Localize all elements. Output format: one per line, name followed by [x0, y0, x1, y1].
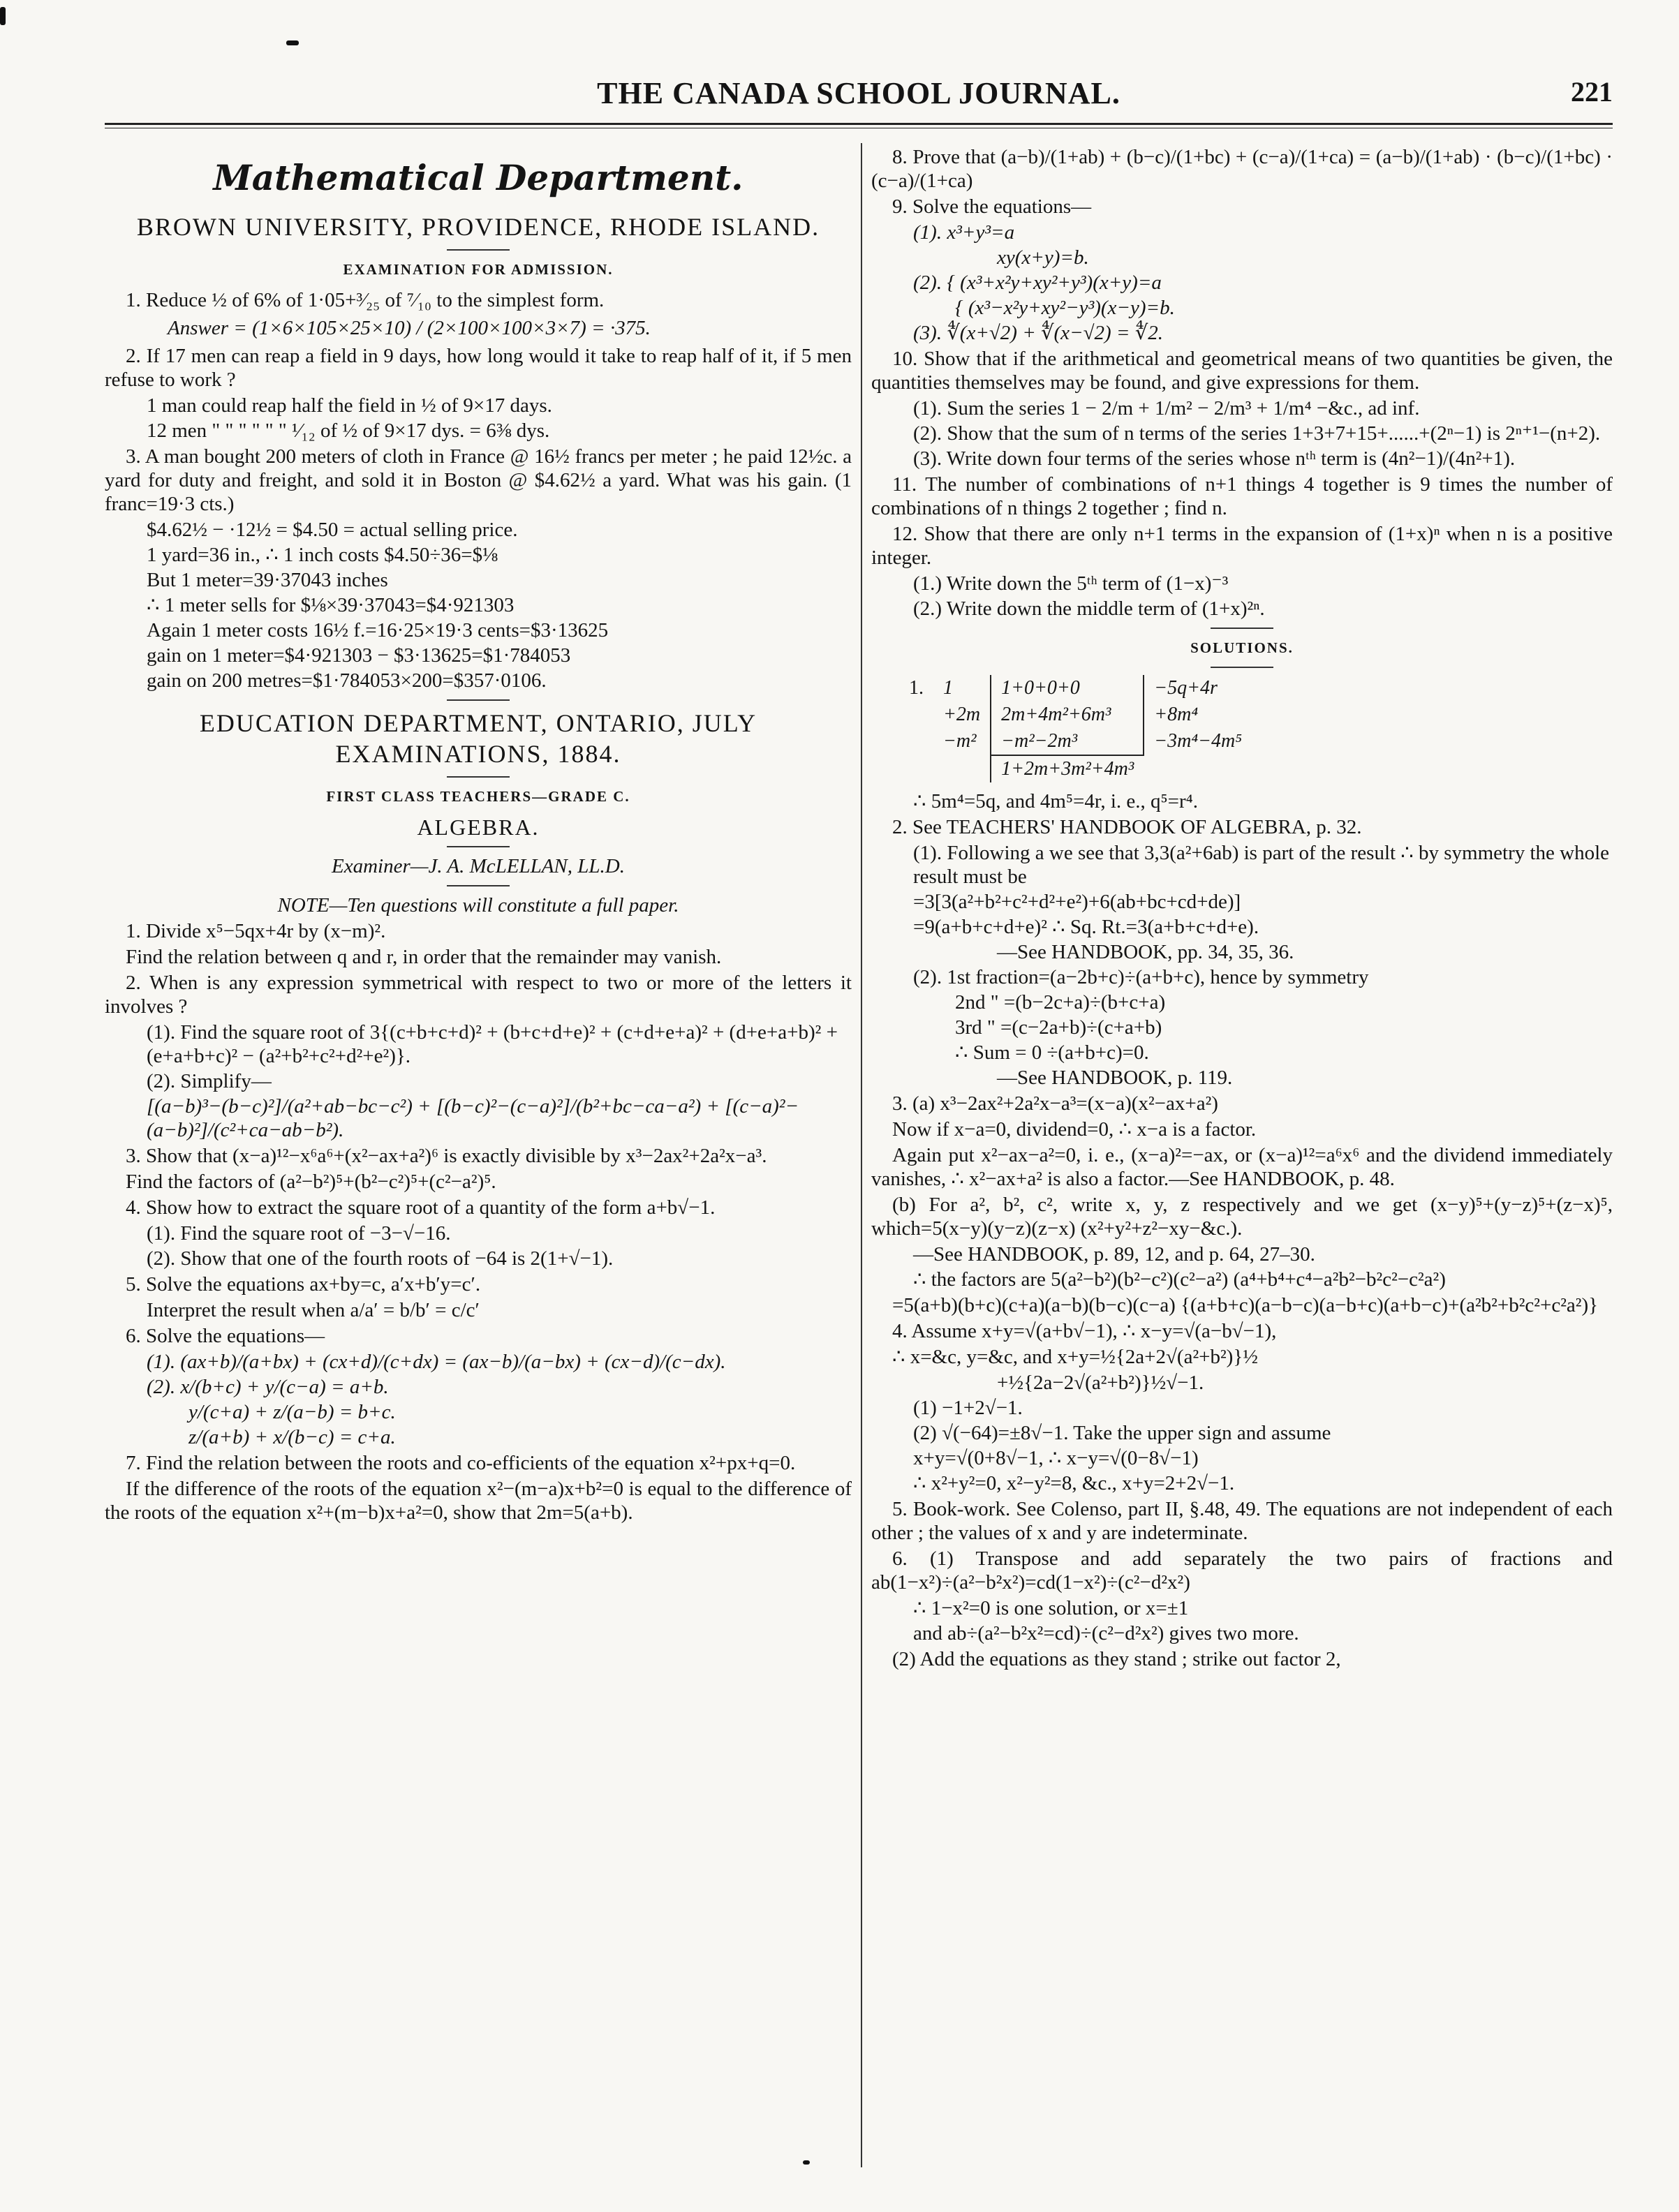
short-rule [447, 846, 510, 847]
sol4-c: +½{2a−2√(a²+b²)}½√−1. [997, 1372, 1204, 1394]
running-title: THE CANADA SCHOOL JOURNAL. [597, 76, 1120, 110]
sol5: 5. Book-work. See Colenso, part II, §.48, 49. The equations are not independent of each other ; the values of x and y are indeterminate. [871, 1498, 1613, 1544]
ink-speck [803, 2160, 810, 2165]
sol6-d: (2) Add the equations as they stand ; strike out factor 2, [892, 1648, 1341, 1670]
section-rule [1211, 628, 1273, 629]
ontario-grade: FIRST CLASS TEACHERS—GRADE C. [326, 788, 630, 805]
sol3: 3. (a) x³−2ax²+2a²x−a³=(x−a)(x²−ax+a²) [892, 1092, 1218, 1115]
q9-2a: (2). { (x³+x²y+xy²+y³)(x+y)=a [913, 272, 1162, 294]
brown-q3-line: $4.62½ − ·12½ = $4.50 = actual selling price. [147, 519, 518, 541]
ont-q6: 6. Solve the equations— [126, 1325, 325, 1347]
ink-speck [0, 7, 6, 25]
ont-q4: 4. Show how to extract the square root of a quantity of the form a+b√−1. [126, 1196, 716, 1219]
div-col1-cell: −m² [943, 730, 977, 752]
ont-q1-b: Find the relation between q and r, in order that the remainder may vanish. [126, 946, 722, 968]
sol2-2d: ∴ Sum = 0 ÷(a+b+c)=0. [955, 1041, 1149, 1064]
sol4-b: ∴ x=&c, y=&c, and x+y=½{2a+2√(a²+b²)}½ [892, 1346, 1259, 1368]
ont-q3: 3. Show that (x−a)¹²−x⁶a⁶+(x²−ax+a²)⁶ is exactly divisible by x³−2ax²+2a²x−a³. [126, 1145, 767, 1167]
brown-q2-line: 1 man could reap half the field in ½ of 9×17 days. [147, 394, 552, 417]
sol2-1d: —See HANDBOOK, pp. 34, 35, 36. [997, 941, 1294, 963]
section-rule [447, 699, 510, 701]
sol3-c: Again put x²−ax−a²=0, i. e., (x−a)²=−ax, or (x−a)¹²=a⁶x⁶ and the dividend immediately vanishes, ∴ x²−ax+a² is also a factor.—See HANDBOOK, p. 48. [871, 1144, 1613, 1190]
sol2-2e: —See HANDBOOK, p. 119. [997, 1067, 1233, 1089]
div-col2-cell: 1+2m+3m²+4m³ [991, 755, 1144, 782]
div-col3-cell: −5q+4r [1144, 675, 1252, 702]
sol3-f: ∴ the factors are 5(a²−b²)(b²−c²)(c²−a²) (a⁴+b⁴+c⁴−a²b²−b²c²−c²a²) [913, 1268, 1446, 1291]
sol6-b: ∴ 1−x²=0 is one solution, or x=±1 [913, 1597, 1189, 1619]
sol1-result: ∴ 5m⁴=5q, and 4m⁵=4r, i. e., q⁵=r⁴. [913, 790, 1199, 812]
right-column [871, 143, 1613, 2188]
q12-1: (1.) Write down the 5ᵗʰ term of (1−x)⁻³ [913, 572, 1229, 595]
ontario-title: EDUCATION DEPARTMENT, ONTARIO, JULY EXAMINATIONS, 1884. [199, 709, 757, 768]
ink-speck [286, 40, 299, 45]
sol4-g: ∴ x²+y²=0, x²−y²=8, &c., x+y=2+2√−1. [913, 1472, 1235, 1494]
sol6-c: and ab÷(a²−b²x²=cd)÷(c²−d²x²) gives two more. [913, 1622, 1299, 1645]
sol3-g: =5(a+b)(b+c)(c+a)(a−b)(b−c)(c−a) {(a+b+c)(a−b−c)(a−b+c)(a+b−c)+(a²b²+b²c²+c²a²)} [892, 1294, 1599, 1316]
ont-q5: 5. Solve the equations ax+by=c, a′x+b′y=c′. [126, 1273, 481, 1296]
ont-q4-2: (2). Show that one of the fourth roots of −64 is 2(1+√−1). [147, 1247, 614, 1270]
short-rule [447, 776, 510, 778]
brown-q3-line: Again 1 meter costs 16½ f.=16·25×19·3 cents=$3·13625 [147, 619, 609, 641]
solutions-title: SOLUTIONS. [1190, 639, 1294, 656]
q12: 12. Show that there are only n+1 terms in the expansion of (1+x)ⁿ when n is a positive integer. [871, 523, 1613, 569]
ont-q4-1: (1). Find the square root of −3−√−16. [147, 1222, 451, 1245]
sol2-2c: 3rd " =(c−2a+b)÷(c+a+b) [955, 1016, 1162, 1039]
sol2-1c: =9(a+b+c+d+e)² ∴ Sq. Rt.=3(a+b+c+d+e). [913, 916, 1259, 938]
short-rule [447, 249, 510, 251]
brown-q3-line: ∴ 1 meter sells for $⅛×39·37043=$4·921303 [147, 594, 515, 616]
div-col2-cell: −m²−2m³ [991, 728, 1144, 755]
q9-1b: xy(x+y)=b. [997, 246, 1089, 269]
department-heading: Mathematical Department. [213, 157, 744, 198]
brown-subtitle: EXAMINATION FOR ADMISSION. [343, 261, 614, 278]
ont-q6-2b: y/(c+a) + z/(a−b) = b+c. [188, 1401, 396, 1423]
page-number: 221 [1571, 76, 1613, 107]
sol3-b: Now if x−a=0, dividend=0, ∴ x−a is a factor. [892, 1118, 1257, 1141]
div-col3-cell: +8m⁴ [1144, 702, 1252, 728]
ont-q2-2: (2). Simplify— [147, 1070, 272, 1092]
examiner: Examiner—J. A. McLELLAN, LL.D. [332, 855, 625, 877]
sol4-e: (2) √(−64)=±8√−1. Take the upper sign and assume [913, 1422, 1331, 1444]
sol6: 6. (1) Transpose and add separately the two pairs of fractions and ab(1−x²)÷(a²−b²x²)=cd(1−x²)÷(c²−d²x²) [871, 1547, 1613, 1594]
brown-title: BROWN UNIVERSITY, PROVIDENCE, RHODE ISLAND. [136, 213, 820, 241]
header-rule [105, 123, 1613, 128]
div-col3-cell: −3m⁴−4m⁵ [1144, 728, 1252, 755]
brown-q2: 2. If 17 men can reap a field in 9 days, how long would it take to reap half of it, if 5 men refuse to work ? [105, 345, 852, 391]
solution-label: 1. [909, 677, 924, 699]
ont-q5-b: Interpret the result when a/a′ = b/b′ = c/c′ [147, 1299, 480, 1321]
div-col1-cell: +2m [943, 704, 981, 725]
sol3-d: (b) For a², b², c², write x, y, z respectively and we get (x−y)⁵+(y−z)⁵+(z−x)⁵, which=5(x−y)(y−z)(z−x) (x²+y²+z²−xy−&c.). [871, 1194, 1613, 1240]
sol2-2a: (2). 1st fraction=(a−2b+c)÷(a+b+c), hence by symmetry [913, 966, 1369, 988]
short-rule [1211, 667, 1273, 668]
ont-q7-b: If the difference of the roots of the equation x²−(m−a)x+b²=0 is equal to the difference of the roots of the equation x²+(m−b)x+a²=0, show that 2m=5(a+b). [105, 1478, 852, 1524]
q10-1: (1). Sum the series 1 − 2/m + 1/m² − 2/m³ + 1/m⁴ −&c., ad inf. [913, 397, 1420, 420]
ont-q6-2c: z/(a+b) + x/(b−c) = c+a. [188, 1426, 396, 1448]
sol4-f: x+y=√(0+8√−1, ∴ x−y=√(0−8√−1) [913, 1447, 1199, 1469]
brown-q3: 3. A man bought 200 meters of cloth in France @ 16½ francs per meter ; he paid 12½c. a yard for duty and freight, and sold it in Boston @ $4.62½ a yard. What was his gain. (1 franc=19·3 cts.) [105, 445, 852, 515]
brown-q1: 1. Reduce ½ of 6% of 1·05+³⁄₂₅ of ⁷⁄₁₀ to the simplest form. [126, 289, 605, 311]
brown-q3-line: gain on 1 meter=$4·921303 − $3·13625=$1·784053 [147, 644, 571, 667]
sol2-1b: =3[3(a²+b²+c²+d²+e²)+6(ab+bc+cd+de)] [913, 891, 1241, 913]
q9-1a: (1). x³+y³=a [913, 221, 1015, 244]
left-column [105, 143, 852, 2188]
sol4: 4. Assume x+y=√(a+b√−1), ∴ x−y=√(a−b√−1), [892, 1320, 1277, 1342]
q10-3: (3). Write down four terms of the series whose nᵗʰ term is (4n²−1)/(4n²+1). [913, 447, 1516, 470]
sol4-d: (1) −1+2√−1. [913, 1397, 1023, 1419]
sol2-2b: 2nd " =(b−2c+a)÷(b+c+a) [955, 991, 1166, 1014]
ont-q6-2a: (2). x/(b+c) + y/(c−a) = a+b. [147, 1376, 389, 1398]
div-col2-cell: 1+0+0+0 [991, 675, 1144, 702]
ontario-subject: ALGEBRA. [417, 815, 540, 840]
brown-q3-line: gain on 200 metres=$1·784053×200=$357·0106. [147, 669, 547, 692]
column-divider [861, 143, 862, 2167]
ont-q6-1: (1). (ax+b)/(a+bx) + (cx+d)/(c+dx) = (ax−b)/(a−bx) + (cx−d)/(c−dx). [147, 1351, 726, 1373]
q10-2: (2). Show that the sum of n terms of the series 1+3+7+15+......+(2ⁿ−1) is 2ⁿ⁺¹−(n+2). [913, 422, 1601, 445]
ont-q2-1: (1). Find the square root of 3{(c+b+c+d)² + (b+c+d+e)² + (c+d+e+a)² + (d+e+a+b)² + (e+a+b+c)² − (a²+b²+c²+d²+e²)}. [147, 1021, 838, 1067]
short-rule [447, 885, 510, 886]
div-col1-cell: 1 [943, 677, 953, 699]
paper-note: NOTE—Ten questions will constitute a full paper. [277, 894, 679, 916]
synthetic-division-table [899, 675, 1252, 782]
ont-q7: 7. Find the relation between the roots and co-efficients of the equation x²+px+q=0. [126, 1452, 796, 1474]
sol2: 2. See TEACHERS' HANDBOOK OF ALGEBRA, p. 32. [892, 816, 1362, 838]
sol3-e: —See HANDBOOK, p. 89, 12, and p. 64, 27–30. [913, 1243, 1315, 1265]
sol2-1: (1). Following a we see that 3,3(a²+6ab) is part of the result ∴ by symmetry the whole result must be [913, 842, 1610, 888]
ont-q3-b: Find the factors of (a²−b²)⁵+(b²−c²)⁵+(c²−a²)⁵. [126, 1171, 496, 1193]
brown-q3-line: 1 yard=36 in., ∴ 1 inch costs $4.50÷36=$⅛ [147, 544, 498, 566]
ont-q1: 1. Divide x⁵−5qx+4r by (x−m)². [126, 920, 386, 942]
q9: 9. Solve the equations— [892, 195, 1092, 218]
brown-q2-line: 12 men " " " " " " ¹⁄₁₂ of ½ of 9×17 dys. = 6⅜ dys. [147, 420, 550, 442]
ont-q2-2-expr: [(a−b)³−(b−c)²]/(a²+ab−bc−c²) + [(b−c)²−(c−a)²]/(b²+bc−ca−a²) + [(c−a)²−(a−b)²]/(c²+ca−ab−b²). [147, 1095, 799, 1141]
q9-3: (3). ∜(x+√2) + ∜(x−√2) = ∜2. [913, 322, 1163, 344]
div-col2-cell: 2m+4m²+6m³ [991, 702, 1144, 728]
q10: 10. Show that if the arithmetical and geometrical means of two quantities be given, the quantities themselves may be found, and give expressions for them. [871, 348, 1613, 394]
q8: 8. Prove that (a−b)/(1+ab) + (b−c)/(1+bc) + (c−a)/(1+ca) = (a−b)/(1+ab) · (b−c)/(1+bc) · (c−a)/(1+ca) [871, 146, 1613, 192]
brown-q3-line: But 1 meter=39·37043 inches [147, 569, 388, 591]
ont-q2: 2. When is any expression symmetrical with respect to two or more of the letters it involves ? [105, 972, 852, 1018]
q9-2b: { (x³−x²y+xy²−y³)(x−y)=b. [955, 297, 1175, 319]
q12-2: (2.) Write down the middle term of (1+x)²ⁿ. [913, 597, 1265, 620]
brown-q1-answer: Answer = (1×6×105×25×10) / (2×100×100×3×7) = ·375. [168, 317, 651, 339]
q11: 11. The number of combinations of n+1 things 4 together is 9 times the number of combinations of n things 2 together ; find n. [871, 473, 1613, 519]
